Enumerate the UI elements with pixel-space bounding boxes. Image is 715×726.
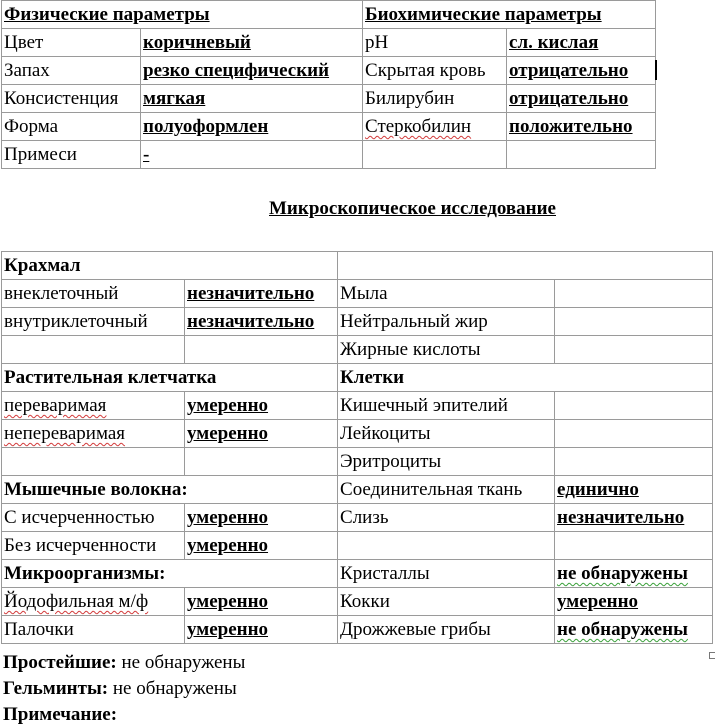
- value-yeast-text: не обнаружены: [557, 619, 688, 640]
- protozoa-label: Простейшие:: [3, 652, 117, 673]
- value-form[interactable]: полуоформлен: [141, 113, 363, 141]
- value-non-striated[interactable]: умеренно: [185, 532, 338, 560]
- label-intestinal-epithelium[interactable]: Кишечный эпителий: [338, 392, 555, 420]
- value-striated[interactable]: умеренно: [185, 504, 338, 532]
- table-row: [2, 280, 713, 308]
- table-row: [2, 57, 656, 85]
- value-fatty-acids[interactable]: [555, 336, 713, 364]
- empty-cell[interactable]: [338, 252, 713, 280]
- label-cocci[interactable]: Кокки: [338, 588, 555, 616]
- label-form[interactable]: Форма: [2, 113, 141, 141]
- section-microorganisms: Микроорганизмы:: [2, 560, 338, 588]
- label-ph[interactable]: pH: [363, 29, 507, 57]
- label-stercobilin-text: Стеркобилин: [365, 116, 472, 137]
- table-row: [2, 85, 656, 113]
- label-iodophilic[interactable]: [2, 588, 185, 616]
- header-physical: Физические параметры: [2, 1, 363, 29]
- table-row: [2, 364, 713, 392]
- empty-cell[interactable]: [2, 448, 185, 476]
- helminths-value[interactable]: не обнаружены: [112, 678, 237, 699]
- label-iodophilic-text: Йодофильная м/ф: [4, 591, 149, 612]
- value-iodophilic[interactable]: умеренно: [185, 588, 338, 616]
- helminths-line: [3, 678, 237, 700]
- value-occult-blood[interactable]: отрицательно: [507, 57, 656, 85]
- note-label: Примечание:: [3, 704, 118, 725]
- empty-cell[interactable]: [185, 448, 338, 476]
- label-yeast[interactable]: Дрожжевые грибы: [338, 616, 555, 644]
- table-row: [2, 29, 656, 57]
- table-row: [2, 560, 713, 588]
- table-row: [2, 616, 713, 644]
- label-indigestible[interactable]: [2, 420, 185, 448]
- label-bilirubin[interactable]: Билирубин: [363, 85, 507, 113]
- label-consistency[interactable]: Консистенция: [2, 85, 141, 113]
- label-bacilli[interactable]: Палочки: [2, 616, 185, 644]
- table-row: [2, 308, 713, 336]
- value-impurities[interactable]: -: [141, 141, 363, 169]
- value-crystals-text: не обнаружены: [557, 563, 688, 584]
- text-cursor: [655, 60, 657, 80]
- value-consistency[interactable]: мягкая: [141, 85, 363, 113]
- label-striated[interactable]: С исчерченностью: [2, 504, 185, 532]
- table-row: [2, 532, 713, 560]
- label-digestible[interactable]: [2, 392, 185, 420]
- label-leukocytes[interactable]: Лейкоциты: [338, 420, 555, 448]
- label-fatty-acids[interactable]: Жирные кислоты: [338, 336, 555, 364]
- label-digestible-text: переваримая: [4, 395, 107, 416]
- table-row: [2, 392, 713, 420]
- label-extracellular[interactable]: внеклеточный: [2, 280, 185, 308]
- value-intracellular[interactable]: незначительно: [185, 308, 338, 336]
- section-starch: Крахмал: [2, 252, 338, 280]
- protozoa-value[interactable]: не обнаружены: [121, 652, 246, 673]
- value-smell[interactable]: резко специфический: [141, 57, 363, 85]
- label-non-striated[interactable]: Без исчерченности: [2, 532, 185, 560]
- value-soaps[interactable]: [555, 280, 713, 308]
- table-row: [2, 252, 713, 280]
- label-crystals[interactable]: Кристаллы: [338, 560, 555, 588]
- value-color[interactable]: коричневый: [141, 29, 363, 57]
- label-mucus[interactable]: Слизь: [338, 504, 555, 532]
- physical-params-table: [1, 0, 656, 169]
- section-cells: Клетки: [338, 364, 713, 392]
- label-connective-tissue[interactable]: Соединительная ткань: [338, 476, 555, 504]
- value-connective-tissue[interactable]: единично: [555, 476, 713, 504]
- label-color[interactable]: Цвет: [2, 29, 141, 57]
- microscopy-table: [1, 251, 713, 644]
- table-row: [2, 420, 713, 448]
- value-mucus[interactable]: незначительно: [555, 504, 713, 532]
- label-stercobilin[interactable]: [363, 113, 507, 141]
- value-bilirubin[interactable]: отрицательно: [507, 85, 656, 113]
- empty-cell[interactable]: [507, 141, 656, 169]
- value-crystals[interactable]: [555, 560, 713, 588]
- value-neutral-fat[interactable]: [555, 308, 713, 336]
- table-resize-handle[interactable]: [709, 652, 715, 659]
- table-row: [2, 504, 713, 532]
- table-row: [2, 476, 713, 504]
- label-intracellular[interactable]: внутриклеточный: [2, 308, 185, 336]
- empty-cell[interactable]: [363, 141, 507, 169]
- protozoa-line: [3, 652, 245, 674]
- label-soaps[interactable]: Мыла: [338, 280, 555, 308]
- label-impurities[interactable]: Примеси: [2, 141, 141, 169]
- table-row: [2, 448, 713, 476]
- section-plant-fiber: Растительная клетчатка: [2, 364, 338, 392]
- note-line: [3, 704, 117, 726]
- value-yeast[interactable]: [555, 616, 713, 644]
- value-extracellular[interactable]: незначительно: [185, 280, 338, 308]
- label-occult-blood[interactable]: Скрытая кровь: [363, 57, 507, 85]
- value-stercobilin[interactable]: положительно: [507, 113, 656, 141]
- value-intestinal-epithelium[interactable]: [555, 392, 713, 420]
- table-row: [2, 588, 713, 616]
- section-muscle-fibers: Мышечные волокна:: [2, 476, 338, 504]
- value-indigestible[interactable]: умеренно: [185, 420, 338, 448]
- label-indigestible-text: непереваримая: [4, 423, 126, 444]
- value-erythrocytes[interactable]: [555, 448, 713, 476]
- table-row: [2, 113, 656, 141]
- value-ph[interactable]: сл. кислая: [507, 29, 656, 57]
- header-biochemical: Биохимические параметры: [363, 1, 656, 29]
- microscopy-title: Микроскопическое исследование: [269, 198, 556, 219]
- helminths-label: Гельминты:: [3, 678, 109, 699]
- value-cocci[interactable]: умеренно: [555, 588, 713, 616]
- table-row: [2, 141, 656, 169]
- empty-cell[interactable]: [338, 532, 555, 560]
- empty-cell[interactable]: [555, 532, 713, 560]
- empty-cell[interactable]: [185, 336, 338, 364]
- table-row: [2, 336, 713, 364]
- label-neutral-fat[interactable]: Нейтральный жир: [338, 308, 555, 336]
- value-bacilli[interactable]: умеренно: [185, 616, 338, 644]
- label-smell[interactable]: Запах: [2, 57, 141, 85]
- empty-cell[interactable]: [2, 336, 185, 364]
- value-leukocytes[interactable]: [555, 420, 713, 448]
- label-erythrocytes[interactable]: Эритроциты: [338, 448, 555, 476]
- table-header-row: [2, 1, 656, 29]
- value-digestible[interactable]: умеренно: [185, 392, 338, 420]
